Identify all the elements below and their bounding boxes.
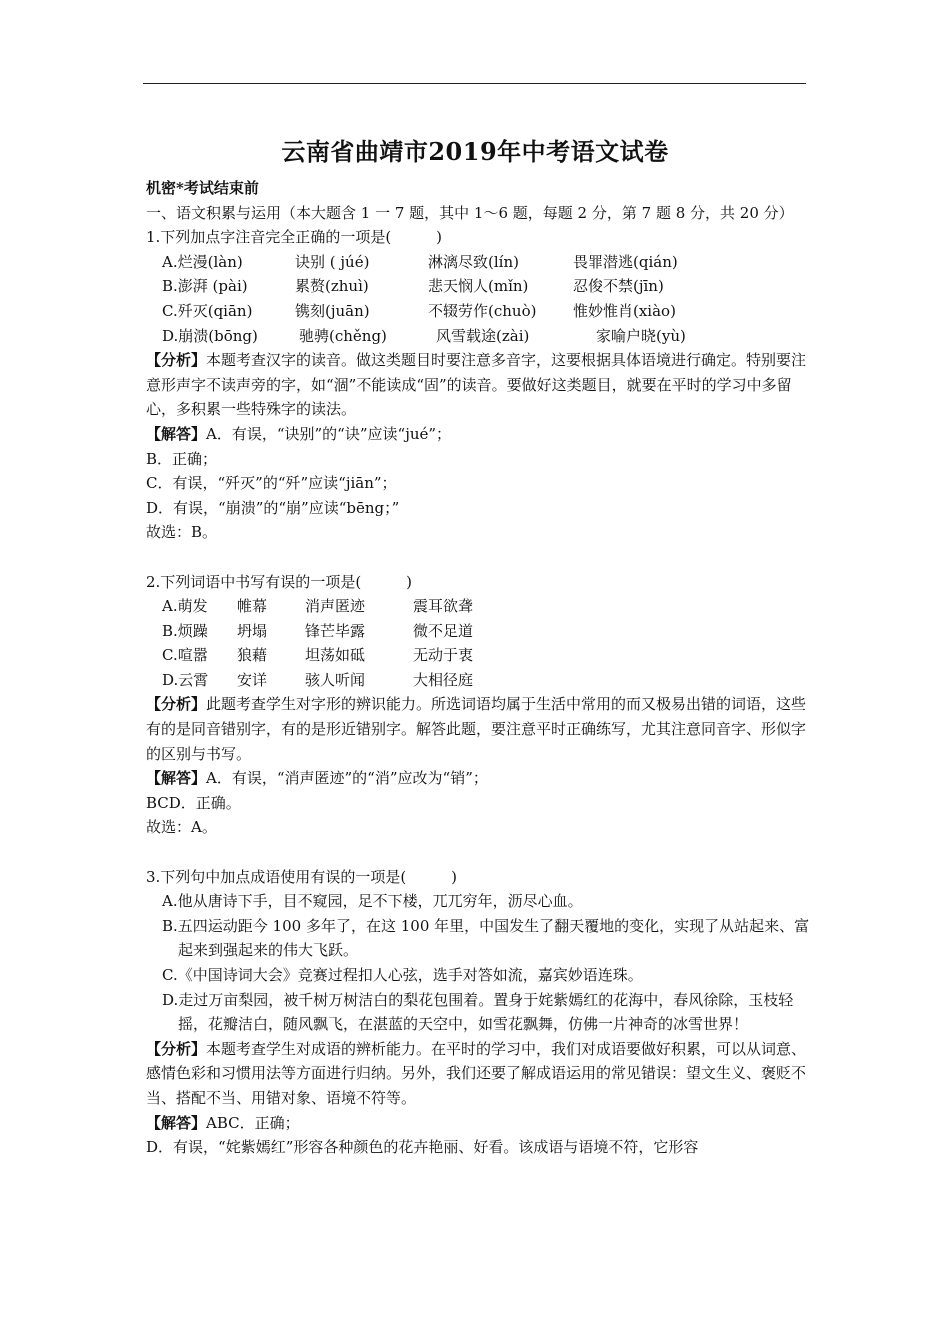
option-cell: 骇人听闻 [305, 670, 366, 689]
q2-analysis [146, 692, 812, 766]
option-cell: 坦荡如砥 [305, 646, 366, 665]
q2-option-d [146, 668, 812, 693]
option-cell: 淋漓尽致(lín) [428, 252, 519, 271]
option-cell: A.烂漫(làn) [162, 252, 243, 271]
option-cell: 忍俊不禁(jīn) [573, 277, 664, 296]
q3-option-c: C.《中国诗词大会》竞赛过程扣人心弦，选手对答如流，嘉宾妙语连珠。 [162, 966, 643, 984]
q1-option-a [146, 250, 812, 275]
answer-label: 【解答】 [146, 769, 207, 788]
option-cell: 惟妙惟肖(xiào) [573, 301, 676, 320]
option-cell: 悲天悯人(mǐn) [428, 277, 529, 296]
option-cell: 消声匿迹 [305, 597, 366, 616]
answer-line: D．有误，“姹紫嫣红”形容各种颜色的花卉艳丽、好看。该成语与语境不符，它形容 [146, 1138, 699, 1157]
q3-option-d: D.走过万亩梨园，被千树万树洁白的梨花包围着。置身于姹紫嫣红的花海中，春风徐除，玉枝轻摇，花瓣洁白，随风飘飞，在湛蓝的天空中，如雪花飘舞，仿佛一片神奇的冰雪世界！ [162, 990, 794, 1034]
q2-stem: 2.下列词语中书写有误的一项是( ) [146, 572, 413, 591]
q1-option-b [146, 274, 812, 299]
option-cell: C.歼灭(qiān) [162, 301, 253, 320]
option-cell: B.澎湃 (pài) [162, 277, 248, 296]
q1-stem: 1.下列加点字注音完全正确的一项是( ) [146, 228, 443, 247]
analysis-label: 【分析】 [146, 1039, 207, 1058]
page-title: 云南省曲靖市2019年中考语文试卷 [281, 137, 669, 166]
header-rule [143, 83, 806, 84]
analysis-label: 【分析】 [146, 695, 207, 714]
q2-answer [146, 766, 812, 791]
answer-line: BCD．正确。 [146, 793, 241, 812]
analysis-text: 本题考查汉字的读音。做这类题目时要注意多音字，这要根据具体语境进行确定。特别要注意形声字不读声旁的字，如“涸”不能读成“固”的读音。要做好这类题目，就要在平时的学习中多留心，多积累一些特殊字的读法。 [146, 351, 807, 419]
option-cell: 畏罪潜逃(qián) [573, 252, 678, 271]
answer-label: 【解答】 [146, 1113, 207, 1132]
q2-option-b [146, 619, 812, 644]
q3-analysis [146, 1037, 812, 1111]
spacer [146, 545, 812, 570]
section-heading: 一、语文积累与运用（本大题含 1 一 7 题，其中 1～6 题，每题 2 分，第 7 题 8 分，共 20 分） [146, 203, 794, 222]
option-cell: 不辍劳作(chuò) [428, 301, 537, 320]
q2-option-c [146, 643, 812, 668]
option-cell: 无动于衷 [413, 646, 474, 665]
answer-line: A．有误，“消声匿迹”的“消”应改为“销”； [206, 769, 488, 788]
option-cell: A.萌发 [162, 597, 208, 616]
q3-answer [146, 1111, 812, 1136]
analysis-text: 此题考查学生对字形的辨识能力。所选词语均属于生活中常用的而又极易出错的词语，这些有的是同音错别字，有的是形近错别字。解答此题，要注意平时正确练写，尤其注意同音字、形似字的区别与书写。 [146, 695, 807, 763]
option-cell: 震耳欲聋 [413, 597, 474, 616]
option-cell: 坍塌 [237, 621, 268, 640]
q1-option-d [146, 324, 812, 349]
q3-stem: 3.下列句中加点成语使用有误的一项是( ) [146, 867, 458, 886]
option-cell: 狼藉 [237, 646, 268, 665]
answer-line: ABC．正确； [206, 1113, 300, 1132]
analysis-label: 【分析】 [146, 351, 207, 370]
option-cell: C.喧嚣 [162, 646, 208, 665]
option-cell: 累赘(zhuì) [295, 277, 369, 296]
option-cell: 锋芒毕露 [305, 621, 366, 640]
answer-line: B．正确； [146, 449, 218, 468]
option-cell: 大相径庭 [413, 670, 474, 689]
answer-label: 【解答】 [146, 424, 207, 443]
option-cell: 家喻户晓(yù) [596, 326, 686, 345]
answer-line: C．有误，“歼灭”的“歼”应读“jiān”； [146, 474, 397, 493]
option-cell: 驰骋(chěng) [299, 326, 387, 345]
option-cell: B.烦躁 [162, 621, 208, 640]
q3-option-a: A.他从唐诗下手，目不窥园，足不下楼，兀兀穷年，沥尽心血。 [162, 892, 583, 911]
option-cell: 安详 [237, 670, 268, 689]
spacer [146, 840, 812, 865]
option-cell: D.云霄 [162, 670, 209, 689]
analysis-text: 本题考查学生对成语的辨析能力。在平时的学习中，我们对成语要做好积累，可以从词意、感情色彩和习惯用法等方面进行归纳。另外，我们还要了解成语运用的常见错误：望文生义、褒贬不当、搭配不当、用错对象、语境不符等。 [146, 1039, 807, 1107]
option-cell: 诀别 ( júé) [295, 252, 370, 271]
answer-line: A．有误，“诀别”的“诀”应读“jué”； [206, 424, 452, 443]
option-cell: 帷幕 [237, 597, 268, 616]
option-cell: 微不足道 [413, 621, 474, 640]
option-cell: 镌刻(juān) [295, 301, 370, 320]
q1-answer [146, 422, 812, 447]
confidential-label: 机密*考试结束前 [146, 179, 259, 197]
option-cell: 风雪载途(zài) [436, 326, 530, 345]
q1-choice: 故选：B。 [146, 523, 218, 542]
option-cell: D.崩溃(bōng) [162, 326, 258, 345]
q1-analysis [146, 348, 812, 422]
document-body [146, 176, 812, 1160]
q1-option-c [146, 299, 812, 324]
q3-option-b: B.五四运动距今 100 多年了，在这 100 年里，中国发生了翻天覆地的变化，实现了从站起来、富起来到强起来的伟大飞跃。 [162, 916, 810, 960]
q2-option-a [146, 594, 812, 619]
answer-line: D．有误，“崩溃”的“崩”应读“bēng；” [146, 498, 400, 517]
q2-choice: 故选：A。 [146, 818, 217, 837]
